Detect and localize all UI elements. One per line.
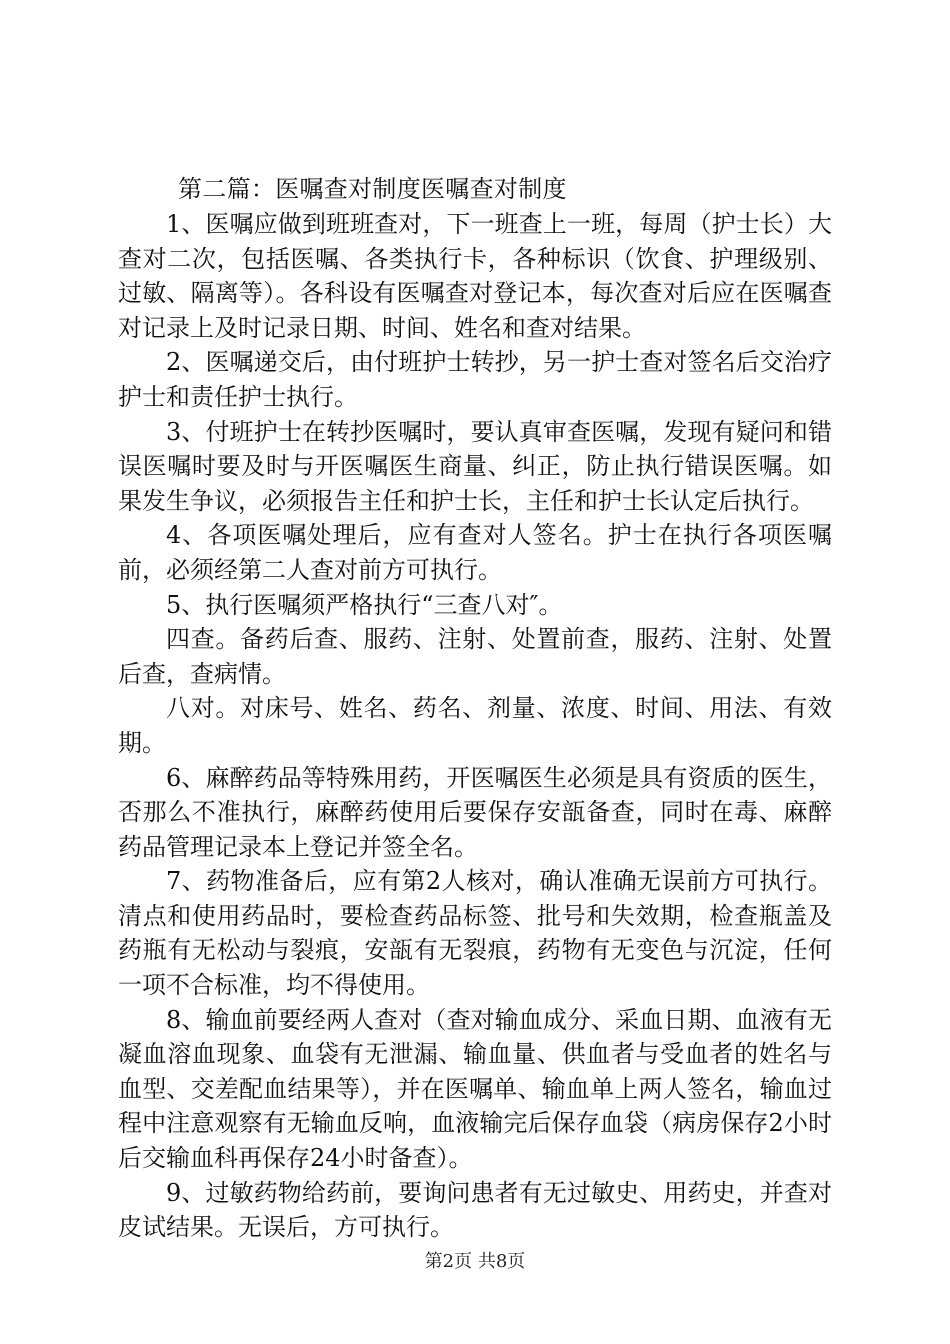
paragraph-eight-checks: 八对。对床号、姓名、药名、剂量、浓度、时间、用法、有效期。 [118, 694, 832, 757]
paragraph-5: 5、执行医嘱须严格执行“三查八对″。 [166, 590, 563, 619]
paragraph-2: 2、医嘱递交后，由付班护士转抄，另一护士查对签名后交治疗护士和责任护士执行。 [118, 348, 832, 411]
paragraph-four-checks: 四查。备药后查、服药、注射、处置前查，服药、注射、处置后查，查病情。 [118, 625, 832, 688]
page-number-footer: 第2页 共8页 [424, 1251, 526, 1272]
paragraph-8: 8、输血前要经两人查对（查对输血成分、采血日期、血液有无凝血溶血现象、血袋有无泄漏、输血量、供血者与受血者的姓名与血型、交差配血结果等），并在医嘱单、输血单上两人签名，输血过程中注意观察有无输血反响，血液输完后保存血袋（病房保存2小时后交输血科再保存24小时备查）。 [118, 1005, 832, 1173]
section-heading: 第二篇：医嘱查对制度医嘱查对制度 [178, 175, 567, 203]
paragraph-1: 1、医嘱应做到班班查对，下一班查上一班，每周（护士长）大查对二次，包括医嘱、各类执行卡，各种标识（饮食、护理级别、过敏、隔离等）。各科设有医嘱查对登记本，每次查对后应在医嘱查对记录上及时记录日期、时间、姓名和查对结果。 [118, 210, 832, 342]
paragraph-4: 4、各项医嘱处理后，应有查对人签名。护士在执行各项医嘱前，必须经第二人查对前方可执行。 [118, 521, 832, 584]
document-body [118, 207, 832, 1245]
paragraph-9: 9、过敏药物给药前，要询问患者有无过敏史、用药史，并查对皮试结果。无误后，方可执行。 [118, 1178, 832, 1242]
paragraph-3: 3、付班护士在转抄医嘱时，要认真审查医嘱，发现有疑问和错误医嘱时要及时与开医嘱医生商量、纠正，防止执行错误医嘱。如果发生争议，必须报告主任和护士长，主任和护士长认定后执行。 [118, 417, 832, 515]
paragraph-7: 7、药物准备后，应有第2人核对，确认准确无误前方可执行。清点和使用药品时，要检查药品标签、批号和失效期，检查瓶盖及药瓶有无松动与裂痕，安瓿有无裂痕，药物有无变色与沉淀，任何一项不合标准，均不得使用。 [118, 867, 832, 1000]
paragraph-6: 6、麻醉药品等特殊用药，开医嘱医生必须是具有资质的医生，否那么不准执行，麻醉药使用后要保存安瓿备查，同时在毒、麻醉药品管理记录本上登记并签全名。 [118, 763, 832, 861]
